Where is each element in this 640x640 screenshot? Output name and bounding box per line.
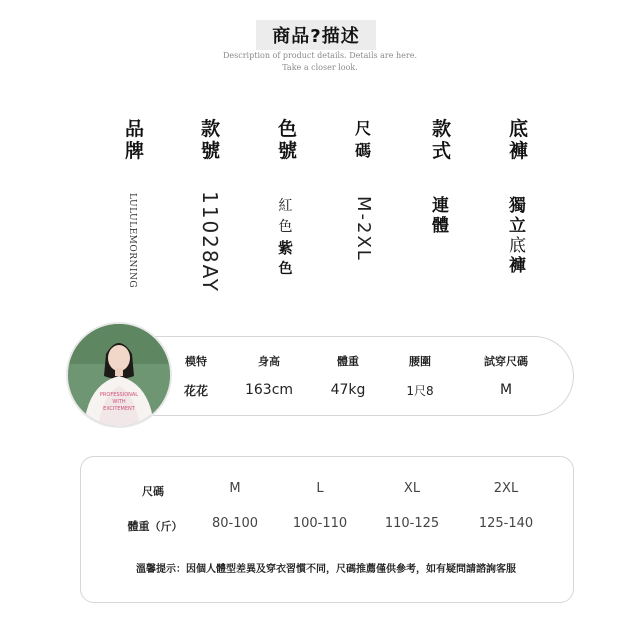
attr-value-text: M-2XL (353, 196, 374, 262)
attr-value-char: 紫 (278, 239, 294, 257)
model-value: 163cm (244, 382, 294, 398)
attr-value-char: 色 (278, 219, 293, 235)
attr-value-style-no (198, 191, 222, 293)
attr-value-type (432, 196, 449, 236)
shirt-text: EXCITEMENT (103, 406, 135, 412)
attr-label-char: 褲 (509, 140, 529, 162)
attr-value-char: 底 (509, 236, 526, 256)
page-subtitle-secondary: Take a closer look. (282, 63, 358, 72)
attr-label-size (355, 118, 371, 162)
attr-value-char: 體 (432, 216, 449, 236)
attr-label-style-no (201, 118, 220, 162)
attr-value-char: 立 (509, 216, 526, 236)
weight-value: 100-110 (292, 516, 348, 531)
attr-value-char: 連 (432, 196, 449, 216)
model-value: 花花 (183, 384, 208, 398)
size-header: M (229, 481, 241, 496)
attr-value-char: 褲 (509, 256, 526, 276)
model-header: 體重 (337, 355, 359, 368)
attr-label-color (278, 118, 297, 162)
attr-value-color (278, 196, 293, 280)
shirt-text: WITH (112, 399, 126, 405)
attr-value-brand (127, 193, 137, 289)
size-note: 溫馨提示：因個人體型差異及穿衣習慣不同，尺碼推薦僅供參考，如有疑問請諮詢客服 (136, 564, 516, 575)
attr-label-char: 牌 (125, 140, 145, 162)
attr-label-char: 款 (201, 118, 221, 140)
weight-value: 125-140 (478, 516, 534, 531)
model-header: 模特 (185, 355, 207, 368)
model-value: 47kg (330, 382, 366, 398)
model-header: 試穿尺碼 (484, 355, 528, 368)
attr-label-char: 碼 (355, 141, 372, 160)
model-header: 腰圍 (409, 355, 431, 368)
weight-value: 110-125 (384, 516, 440, 531)
weight-row-label: 體重（斤） (127, 520, 183, 533)
attr-value-char: 色 (278, 261, 293, 277)
attr-label-underwear (509, 118, 528, 162)
attr-label-char: 號 (201, 140, 221, 162)
attr-value-underwear (509, 196, 526, 276)
page-subtitle: Description of product details. Details are here. (222, 51, 418, 60)
model-value: 1尺8 (406, 384, 434, 398)
size-header: 2XL (493, 481, 519, 496)
model-value: M (499, 382, 513, 398)
shirt-text: PROFESSIONAL (99, 392, 139, 398)
attr-label-char: 號 (278, 140, 298, 162)
attr-label-char: 底 (509, 118, 529, 140)
attr-value-char: 獨 (509, 196, 526, 216)
attr-value-size (353, 194, 374, 264)
attr-label-char: 色 (278, 118, 298, 140)
attr-label-brand (125, 118, 144, 162)
attr-label-char: 式 (432, 140, 452, 162)
attr-value-text: 11028AY (198, 191, 222, 293)
weight-value: 80-100 (211, 516, 259, 531)
model-header: 身高 (258, 355, 280, 368)
attr-label-char: 款 (432, 118, 452, 140)
model-avatar (66, 322, 172, 428)
attr-label-char: 尺 (355, 119, 372, 138)
attr-label-char: 品 (125, 118, 145, 140)
model-photo (68, 324, 170, 426)
page-title: 商品?描述 (256, 20, 376, 50)
size-header: XL (403, 481, 421, 496)
attr-value-char: 紅 (278, 198, 293, 214)
size-row-label: 尺碼 (142, 485, 164, 498)
size-header: L (316, 481, 324, 496)
attr-value-text: LULULEMORNING (127, 193, 137, 289)
attr-label-type (432, 118, 451, 162)
